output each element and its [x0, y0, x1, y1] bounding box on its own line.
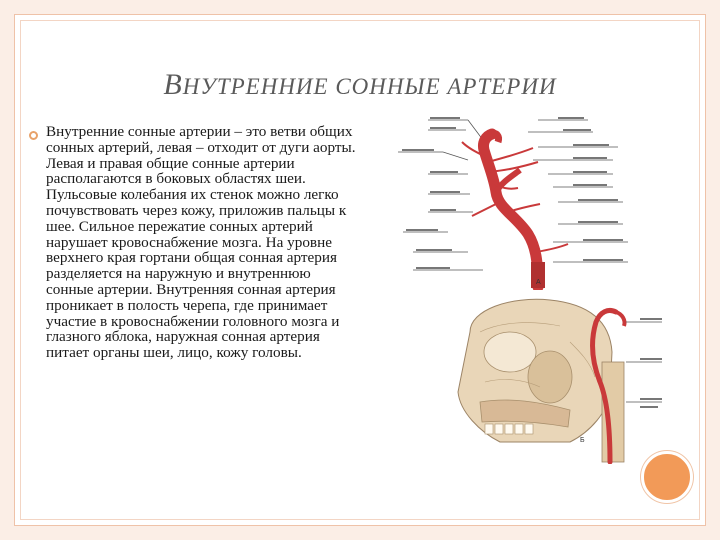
body-paragraph: Внутренние сонные артерии – это ветви общих сонных артерий, левая – отходит от дуги аорты. Левая и правая общие сонные артерии располагаются в боковых областях шеи. Пульсовые колебания их стенок можно легко почувствовать через кожу, приложив пальцы к шее. Сильное пережатие сонных артерий нарушает кровоснабжение мозга. На уровне верхнего края гортани общая сонная артерия разделяется на наружную и внутреннюю сонные артерии. Внутренняя сонная артерия проникает в полость черепа, где принимает участие в кровоснабжении головного мозга и глазного яблока, наружная сонная артерия питает органы шеи, лицо, кожу головы. [46, 123, 356, 362]
skull-section-diagram [440, 292, 670, 464]
title-rest: НУТРЕННИЕ СОННЫЕ АРТЕРИИ [182, 74, 557, 99]
artery-diagram-top [388, 112, 636, 290]
decorative-circle [641, 451, 693, 503]
title-first-letter: В [163, 68, 183, 101]
figure-label-b: Б [580, 437, 585, 444]
figure-label-a: А [536, 279, 541, 286]
slide-title [0, 68, 720, 102]
bullet-icon [29, 131, 38, 140]
